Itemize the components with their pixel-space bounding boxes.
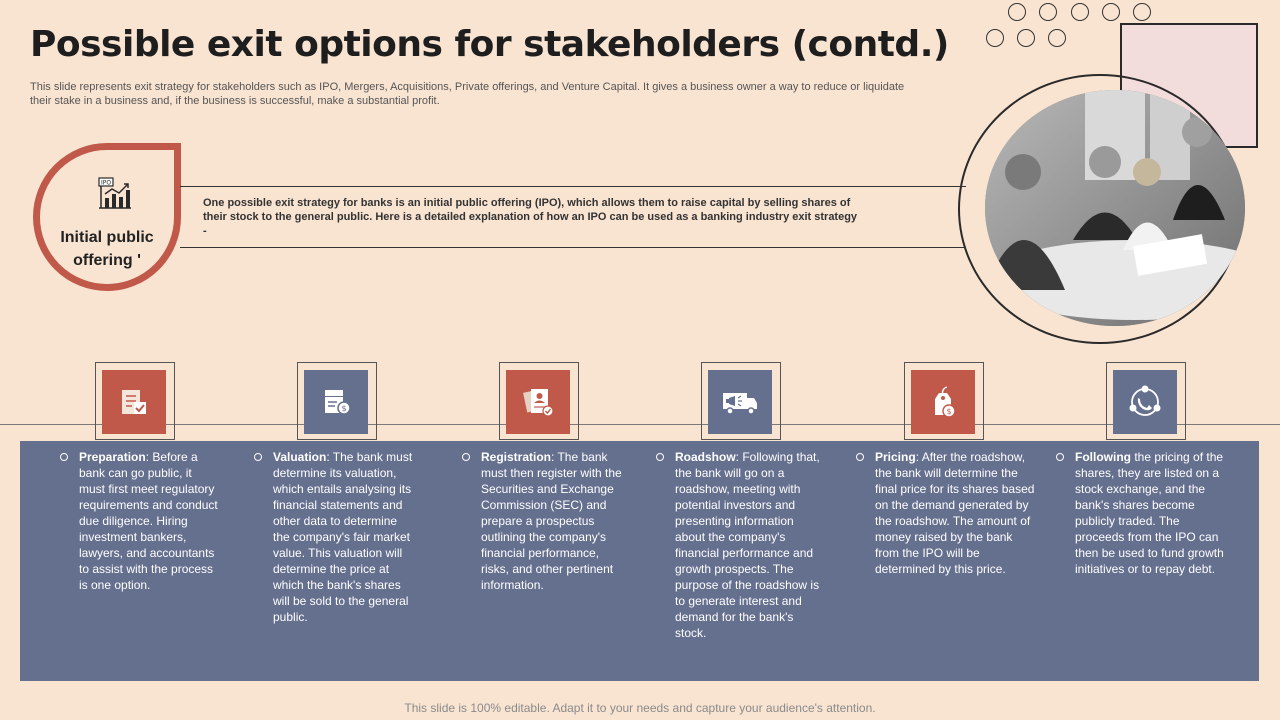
step-heading: Following (1075, 450, 1131, 464)
step-valuation (254, 449, 414, 625)
circle-dot (1048, 29, 1066, 47)
step-heading: Registration (481, 450, 552, 464)
slide-title: Possible exit options for stakeholders (contd.) (30, 24, 949, 65)
circle-dot (1017, 29, 1035, 47)
ipo-icon-label: IPO (100, 179, 112, 187)
circle-dot (986, 29, 1004, 47)
step-roadshow (656, 449, 824, 641)
registration-documents-icon (506, 370, 570, 434)
registration-icon-frame (499, 362, 579, 440)
step-text: : The bank must determine its valuation, which entails analysing its financial statements and other data to determine the company's fair market value. This valuation will determine the price at which the bank's shares will be sold to the general public. (273, 450, 413, 624)
ipo-label: Initial public offering ' (60, 229, 154, 269)
step-preparation (60, 449, 220, 593)
step-heading: Roadshow (675, 450, 736, 464)
circle-dot (1008, 3, 1026, 21)
step-text: : The bank must then register with the Securities and Exchange Commission (SEC) and prepare a prospectus outlining the company's financial performance, risks, and other pertinent information. (481, 450, 622, 592)
step-text: : Following that, the bank will go on a roadshow, meeting with potential investors and presenting information about the company's financial performance and growth prospects. The purpose of the roadshow is to generate interest and demand for the bank's stock. (675, 450, 820, 640)
people-network-icon (1113, 370, 1177, 434)
step-pricing (856, 449, 1036, 577)
listing-icon-frame (1106, 362, 1186, 440)
step-heading: Pricing (875, 450, 916, 464)
step-text: : After the roadshow, the bank will determine the final price for its shares based on the demand generated by the roadshow. The amount of money raised by the bank from the IPO will be determined by this price. (875, 450, 1035, 576)
step-listing (1056, 449, 1224, 577)
step-registration (462, 449, 622, 593)
pricing-icon-frame (904, 362, 984, 440)
step-heading: Preparation (79, 450, 146, 464)
intro-bottom-line (180, 247, 966, 248)
ipo-chart-icon (97, 176, 133, 217)
money-box-icon (304, 370, 368, 434)
timeline-line (0, 424, 1280, 425)
ipo-intro-text: One possible exit strategy for banks is an initial public offering (IPO), which allows them to raise capital by selling shares of their stock to the general public. Here is a detailed explanation of how an IPO can be used as a banking industry exit strategy - (203, 197, 858, 237)
checklist-document-icon (102, 370, 166, 434)
roadshow-icon-frame (701, 362, 781, 440)
ipo-badge (33, 143, 181, 291)
svg-text:$: $ (946, 407, 952, 416)
circle-dot (1071, 3, 1089, 21)
steps-panel (20, 441, 1259, 681)
step-heading: Valuation (273, 450, 327, 464)
bullet-icon (60, 453, 68, 461)
bullet-icon (1056, 453, 1064, 461)
step-text: : Before a bank can go public, it must first meet regulatory requirements and conduct due diligence. Hiring investment bankers, lawyers, and accountants to assist with the process is one option. (79, 450, 218, 592)
circle-dot (1102, 3, 1120, 21)
price-tag-icon (911, 370, 975, 434)
valuation-icon-frame (297, 362, 377, 440)
circle-dot (1133, 3, 1151, 21)
svg-text:$: $ (341, 404, 347, 413)
bullet-icon (254, 453, 262, 461)
bullet-icon (856, 453, 864, 461)
step-text: the pricing of the shares, they are listed on a stock exchange, and the bank's shares become publicly traded. The proceeds from the IPO can then be used to fund growth initiatives or to repay debt. (1075, 450, 1224, 576)
bullet-icon (656, 453, 664, 461)
circle-dot (1039, 3, 1057, 21)
team-meeting-illustration (985, 90, 1245, 326)
slide-footer: This slide is 100% editable. Adapt it to your needs and capture your audience's attention. (404, 701, 876, 715)
bullet-icon (462, 453, 470, 461)
team-meeting-photo (985, 90, 1245, 326)
slide-subtitle: This slide represents exit strategy for stakeholders such as IPO, Mergers, Acquisitions, Private offerings, and Venture Capital. It gives a business owner a way to reduce or liquidate their stake in a business and, if the business is successful, make a substantial profit. (30, 81, 905, 107)
preparation-icon-frame (95, 362, 175, 440)
promotion-truck-icon (708, 370, 772, 434)
intro-top-line (180, 186, 966, 187)
